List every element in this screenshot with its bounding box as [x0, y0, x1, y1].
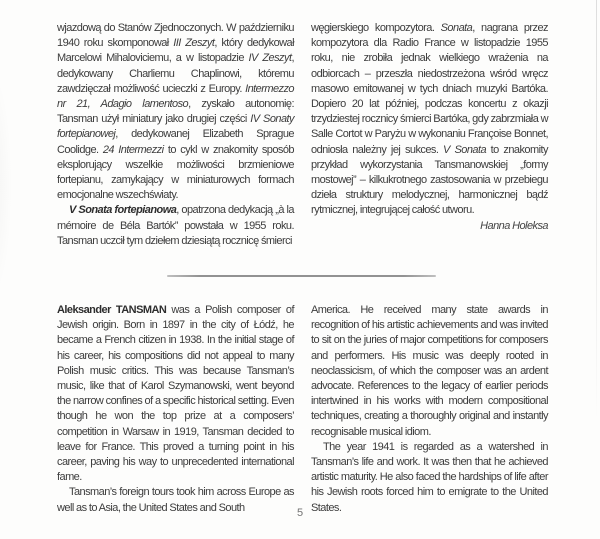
text-segment: Sonata: [440, 22, 473, 34]
text-segment: , nagrana przez kompozytora dla Radio France w listopadzie 1955 roku, nie zrobiła jednak wielkiego wrażenia na odbiorcach – przeszła niedostrzeżona wśród wręcz masowo emitowanej w tych dniach muzyki Bartóka. Dopiero 20 lat później, podczas koncertu z okazji trzydziestej rocznicy śmierci Bartóka, gdy zabrzmiała w Salle Cortot w Paryżu w wykonaniu Françoise Bonnet, odniosła należny jej sukces.: [311, 22, 548, 156]
paragraph: [311, 303, 548, 440]
scan-edge-artifact: [596, 0, 597, 420]
text-segment: , dedykowany Charliemu Chaplinowi, któremu zawdzięczał możliwość ucieczki z Europy.: [57, 52, 294, 95]
top-right-column: [311, 21, 548, 249]
top-left-column: [57, 21, 294, 249]
text-segment: to znakomity przykład wykorzystania Tansmanowskiej „formy mostowej” – kilkukrotnego zastosowania w przebiegu dzieła struktury melodycznej, harmonicznej bądź rytmicznej, integrującej całość utworu.: [311, 143, 548, 217]
top-right-paragraphs: [311, 21, 548, 219]
bottom-left-column: [57, 303, 294, 516]
paragraph: [57, 21, 294, 203]
text-segment: III Zeszyt: [173, 37, 215, 50]
text-segment: 24 Intermezzi: [102, 143, 164, 156]
text-segment: wjazdową do Stanów Zjednoczonych. W październiku 1940 roku skomponował: [57, 22, 294, 50]
paragraph: [57, 303, 294, 485]
text-segment: Tansman’s foreign tours took him across Europe as well as to Asia, the United States and South: [57, 486, 294, 514]
text-segment: IV Sonaty fortepianowej: [57, 113, 294, 141]
page-number: 5: [296, 507, 304, 519]
text-segment: The year 1941 is regarded as a watershed in Tansman’s life and work. It was then that he achieved artistic maturity. He also faced the hardships of life after his Jewish roots forced him to emigrate to the United States.: [311, 440, 548, 514]
text-segment: , zyskało autonomię: Tansman użył miniatury jako drugiej części: [57, 98, 294, 126]
text-segment: węgierskiego kompozytora.: [311, 22, 441, 34]
paragraph: [311, 21, 548, 219]
text-segment: V Sonata: [443, 143, 487, 156]
text-segment: Intermezzo nr 21, Adagio lamentoso: [57, 82, 294, 111]
text-segment: , opatrzona dedykacją „à la mémoire de Béla Bartók” powstała w 1955 roku. Tansman uczcił tym dziełem dziesiątą rocznicę śmierci: [57, 204, 295, 247]
section-divider: [167, 275, 436, 277]
polish-text-section: [57, 21, 548, 249]
bottom-right-column: [311, 303, 548, 516]
text-segment: , który dedykował Marcelowi Mihaloviciemu, a w listopadzie: [57, 37, 294, 65]
text-segment: IV Zeszyt: [248, 52, 292, 65]
paragraph: [311, 440, 548, 516]
paragraph: [57, 203, 294, 249]
text-segment: , dedykowanej Elizabeth Sprague Coolidge.: [57, 128, 294, 156]
text-segment: Aleksander TANSMAN: [57, 304, 167, 316]
text-segment: V Sonata fortepianowa: [69, 204, 177, 217]
author-signature: Hanna Holeksa: [480, 219, 548, 232]
text-segment: to cykl w znakomity sposób eksplorujący wszelkie możliwości brzmieniowe fortepianu, zamykający w miniaturowych formach emocjonalne wszechświaty.: [57, 143, 294, 202]
english-text-section: [57, 303, 548, 516]
text-segment: America. He received many state awards in recognition of his artistic achievements and was invited to sit on the juries of major competitions for composers and performers. His music was deeply rooted in neoclassicism, of which the composer was an ardent advocate. References to the legacy of earlier periods intertwined in his works with modern compositional techniques, creating a thoroughly original and instantly recognisable musical idiom.: [311, 304, 548, 438]
text-segment: was a Polish composer of Jewish origin. Born in 1897 in the city of Łódź, he became a French citizen in 1938. In the initial stage of his career, his compositions did not appeal to many Polish music critics. This was because Tansman’s music, like that of Karol Szymanowski, went beyond the narrow confines of a specific historical setting. Even though he won the top prize at a composers’ competition in Warsaw in 1919, Tansman decided to leave for France. This proved a turning point in his career, paving his way to unprecedented international fame.: [57, 304, 294, 484]
